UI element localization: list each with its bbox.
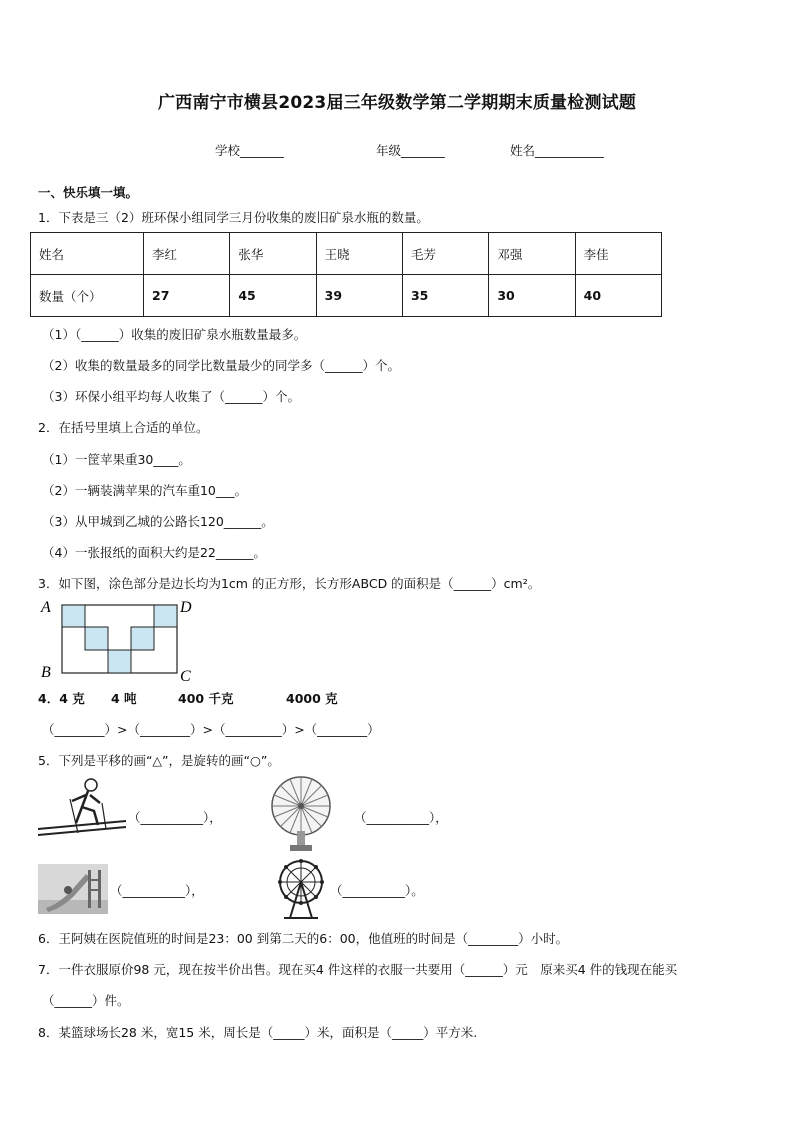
- q6-text: 6．王阿姨在医院值班的时间是23：00 到第二天的6：00，他值班的时间是（________）小时。: [38, 931, 569, 946]
- q3-stem: 3．如下图，涂色部分是边长均为1cm 的正方形，长方形ABCD 的面积是（______）cm²。: [38, 576, 541, 591]
- shaded-square: [62, 605, 85, 627]
- table-cell: 39: [316, 275, 402, 317]
- q1-sub2: （2）收集的数量最多的同学比数量最少的同学多（______）个。: [42, 358, 400, 373]
- school-field: 学校_______: [215, 143, 284, 158]
- shaded-square: [85, 627, 108, 650]
- q5-blank-windmill: （__________），: [354, 810, 448, 825]
- table-cell: 张华: [230, 233, 316, 275]
- q4-item: 4000 克: [286, 691, 338, 706]
- windmill-icon: [270, 775, 332, 853]
- table-cell: 李红: [144, 233, 230, 275]
- table-cell: 45: [230, 275, 316, 317]
- q2-sub1: （1）一筐苹果重30____。: [42, 452, 191, 467]
- shaded-square: [131, 627, 154, 650]
- q5-blank-ferris-wheel: （__________）。: [330, 883, 424, 898]
- skier-icon: [36, 777, 128, 841]
- q5-blank-slide: （__________），: [110, 883, 204, 898]
- q4-item: 4．4 克: [38, 691, 85, 706]
- q2-stem: 2．在括号里填上合适的单位。: [38, 420, 209, 435]
- table-cell: 李佳: [575, 233, 661, 275]
- label-c: C: [180, 668, 191, 685]
- q4-item: 4 吨: [111, 691, 137, 706]
- slide-icon: [38, 864, 108, 914]
- q2-sub4: （4）一张报纸的面积大约是22______。: [42, 545, 266, 560]
- table-header-row: [31, 233, 662, 275]
- bottle-count-table: [30, 232, 662, 317]
- table-cell: 40: [575, 275, 661, 317]
- table-cell: 邓强: [489, 233, 575, 275]
- shaded-square: [108, 650, 131, 673]
- q4-order-blanks: （________）>（________）>（_________）>（________）: [42, 722, 380, 737]
- name-field: 姓名___________: [510, 143, 604, 158]
- table-cell: 王晓: [316, 233, 402, 275]
- grade-field: 年级_______: [376, 143, 445, 158]
- table-cell: 27: [144, 275, 230, 317]
- section-heading: 一、快乐填一填。: [38, 185, 139, 200]
- q2-sub3: （3）从甲城到乙城的公路长120______。: [42, 514, 274, 529]
- q2-sub2: （2）一辆装满苹果的汽车重10___。: [42, 483, 248, 498]
- ferris-wheel-icon: [276, 858, 326, 920]
- label-a: A: [41, 599, 51, 616]
- table-cell: 毛芳: [402, 233, 488, 275]
- table-cell: 35: [402, 275, 488, 317]
- shaded-square: [154, 605, 177, 627]
- label-b: B: [41, 664, 51, 681]
- table-cell: 30: [489, 275, 575, 317]
- q1-sub3: （3）环保小组平均每人收集了（______）个。: [42, 389, 300, 404]
- q1-stem: 1．下表是三（2）班环保小组同学三月份收集的废旧矿泉水瓶的数量。: [38, 210, 429, 225]
- q8-text: 8．某篮球场长28 米，宽15 米，周长是（_____）米，面积是（_____）平方米.: [38, 1025, 478, 1040]
- q5-blank-skier: （__________），: [128, 810, 222, 825]
- label-d: D: [180, 599, 192, 616]
- rectangle-abcd-figure: [36, 597, 206, 685]
- q4-item: 400 千克: [178, 691, 234, 706]
- q5-stem: 5．下列是平移的画“△”，是旋转的画“○”。: [38, 753, 280, 768]
- table-cell: 数量（个）: [31, 275, 144, 317]
- page-title: 广西南宁市横县2023届三年级数学第二学期期末质量检测试题: [157, 93, 637, 113]
- q7-line1: 7．一件衣服原价98 元，现在按半价出售。现在买4 件这样的衣服一共要用（______）元 原来买4 件的钱现在能买: [38, 962, 678, 977]
- q1-sub1: （1）（______）收集的废旧矿泉水瓶数量最多。: [42, 327, 307, 342]
- table-cell: 姓名: [31, 233, 144, 275]
- table-row: [31, 275, 662, 317]
- q7-line2: （______）件。: [42, 993, 130, 1008]
